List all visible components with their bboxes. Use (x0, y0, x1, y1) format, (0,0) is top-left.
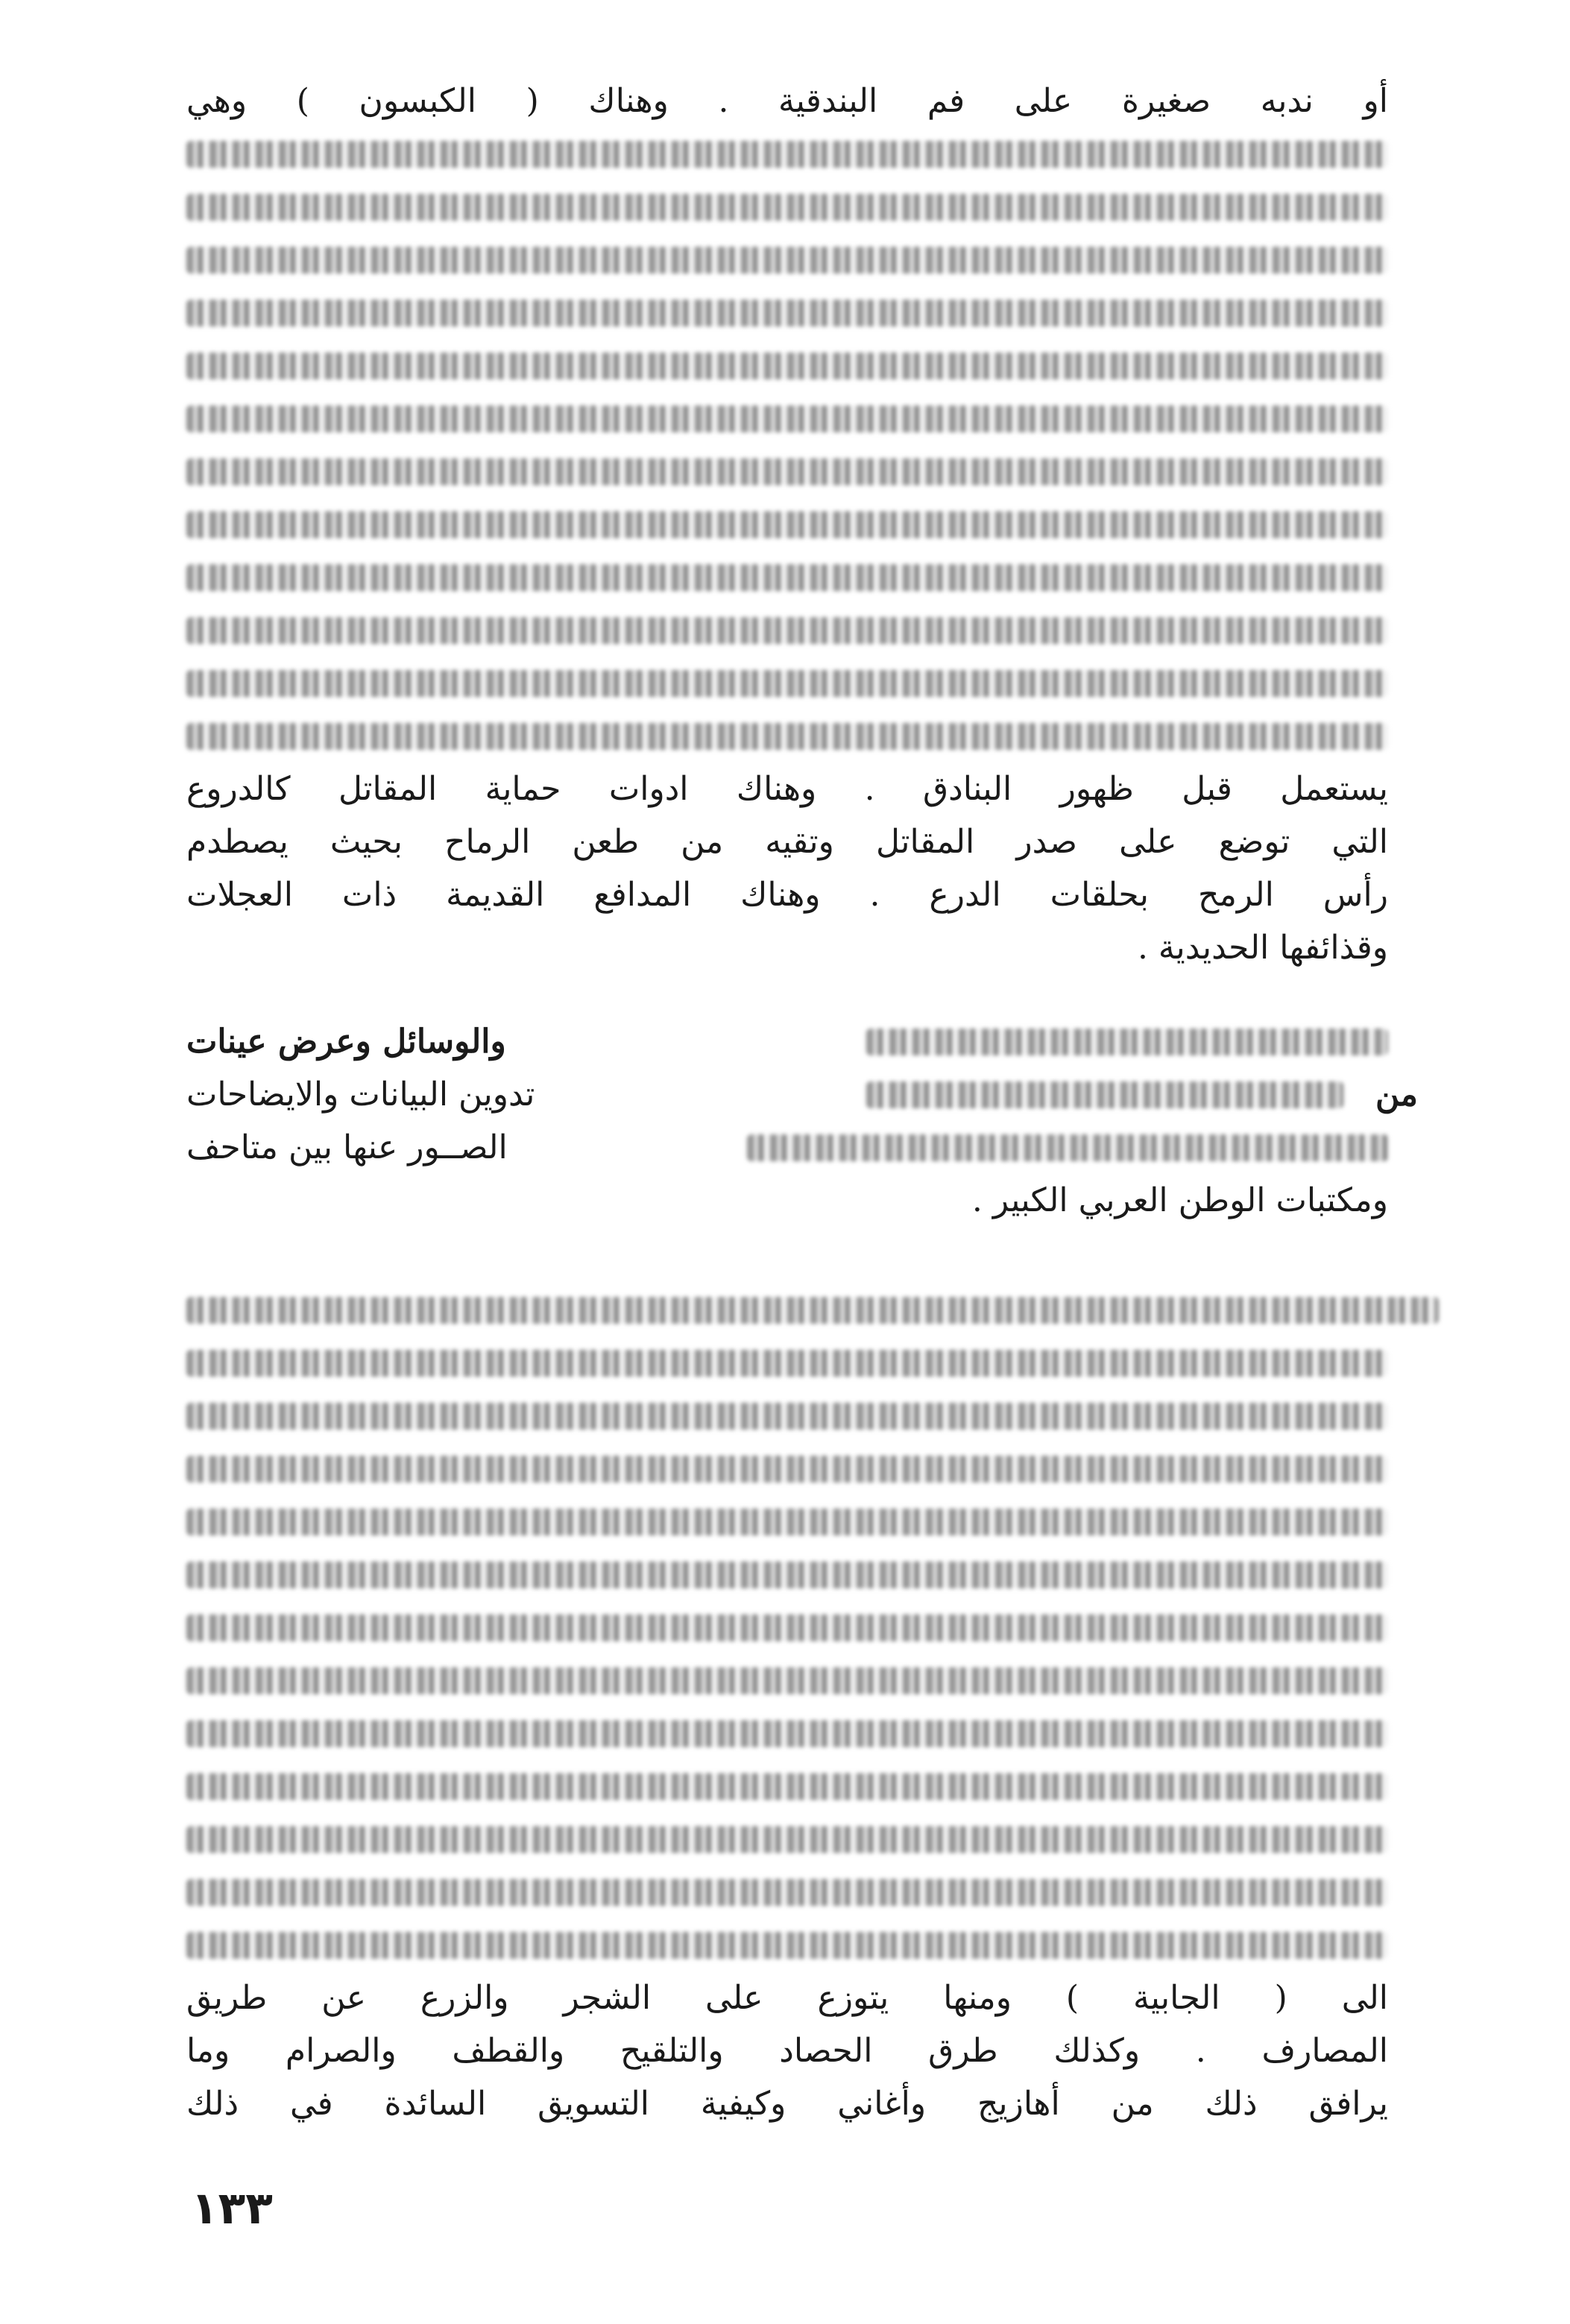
blurred-line (186, 1866, 1388, 1919)
paragraph-3 (186, 1283, 1388, 2130)
blurred-line (186, 392, 1388, 445)
blurred-line (186, 339, 1388, 392)
text-segment: تدوين البيانات والايضاحات (186, 1076, 535, 1114)
blurred-line (186, 1654, 1388, 1707)
blurred-line (186, 657, 1388, 710)
text-line: يستعمل قبل ظهور البنادق . وهناك ادوات حماية المقاتل كالدروع (186, 770, 1388, 808)
blurred-line (186, 551, 1388, 604)
blurred-line (186, 1813, 1388, 1866)
text-line: وقذائفها الحديدية . (1137, 929, 1388, 967)
text-line: ومكتبات الوطن العربي الكبير . (971, 1181, 1388, 1219)
mixed-line (186, 1068, 1418, 1121)
paragraph-2 (186, 1015, 1418, 1227)
text-segment: الصــور عنها بين متاحف (186, 1128, 508, 1166)
text-line: رأس الرمح بحلقات الدرع . وهناك المدافع القديمة ذات العجلات (186, 876, 1388, 914)
blurred-line (186, 445, 1388, 498)
blurred-line (186, 1548, 1388, 1601)
blurred-line (186, 1283, 1388, 1336)
paragraph-1 (186, 75, 1388, 974)
blurred-line (186, 1389, 1388, 1442)
blurred-line (186, 127, 1388, 180)
blurred-line (186, 1707, 1388, 1760)
blurred-line (186, 286, 1388, 339)
blurred-line (186, 1919, 1388, 1971)
blurred-line (186, 1442, 1388, 1495)
text-line: الى ( الجابية ) ومنها يتوزع على الشجر والزرع عن طريق (186, 1979, 1388, 2017)
blurred-line (186, 710, 1388, 762)
blurred-line (186, 1601, 1388, 1654)
mixed-line (186, 1121, 1388, 1174)
blurred-line (186, 1495, 1388, 1548)
text-segment: من (1375, 1076, 1418, 1114)
blurred-line (186, 498, 1388, 551)
blurred-line (186, 604, 1388, 657)
text-line: المصارف . وكذلك طرق الحصاد والتلقيح والقطف والصرام وما (186, 2032, 1388, 2070)
blurred-line (186, 180, 1388, 233)
text-segment: والوسائل وعرض عينات (186, 1023, 506, 1061)
text-line: يرافق ذلك من أهازيج وأغاني وكيفية التسويق السائدة في ذلك (186, 2085, 1388, 2123)
page-number: ١٣٣ (191, 2182, 273, 2235)
text-line: التي توضع على صدر المقاتل وتقيه من طعن الرماح بحيث يصطدم (186, 823, 1388, 861)
mixed-line (186, 1015, 1388, 1068)
blurred-line (186, 1336, 1388, 1389)
blurred-line (186, 1760, 1388, 1813)
blurred-line (186, 233, 1388, 286)
text-line: أو ندبه صغيرة على فم البندقية . وهناك ( الكبسون ) وهي (186, 82, 1388, 120)
